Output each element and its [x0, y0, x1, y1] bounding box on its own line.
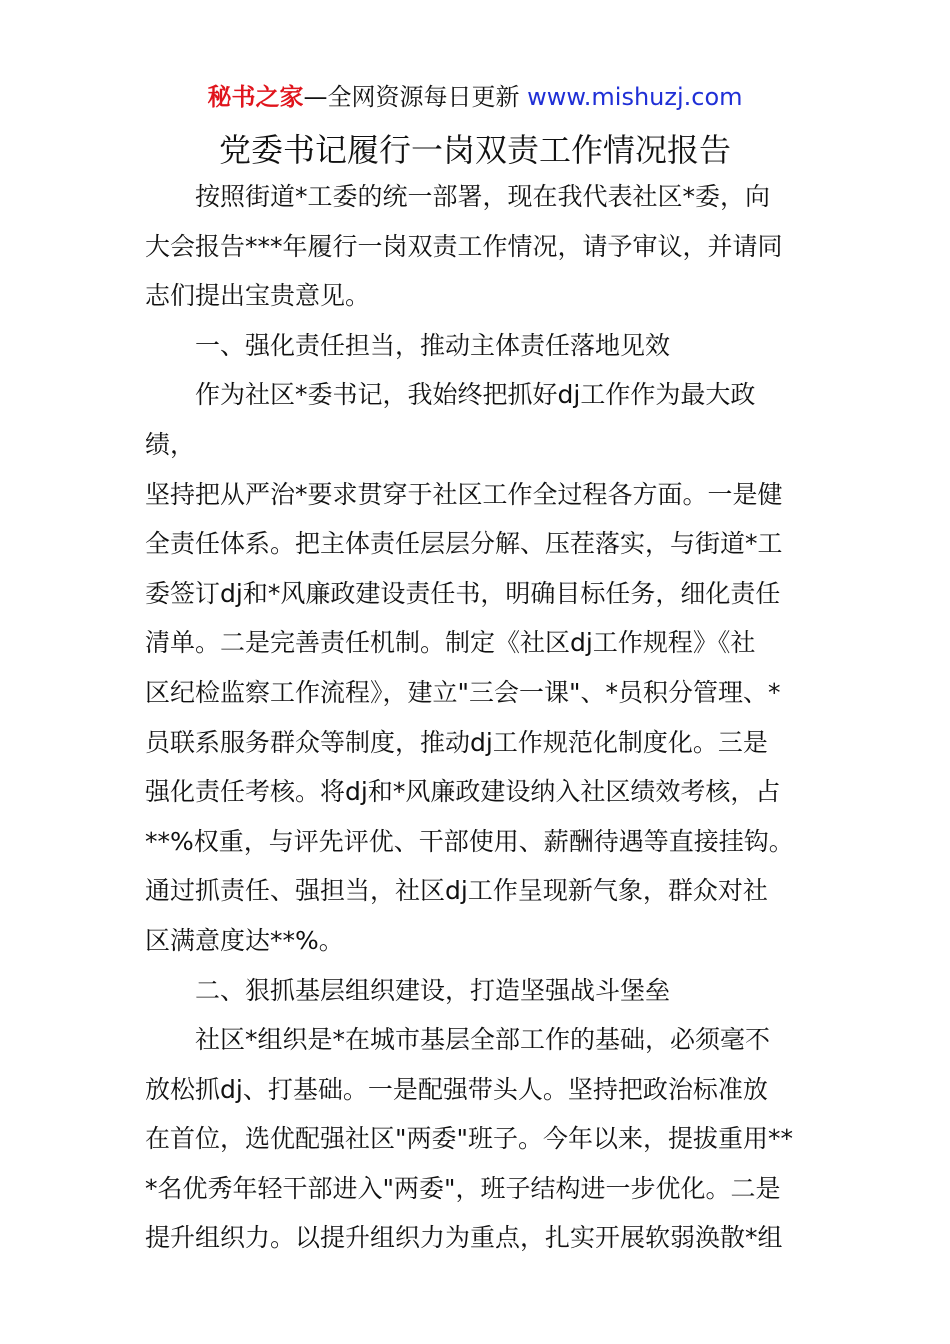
site-url-link[interactable]: www.mishuzj.com [527, 83, 743, 111]
intro-paragraph: 按照街道*工委的统一部署，现在我代表社区*委，向 大会报告***年履行一岗双责工作情况，请予审议，并请同 志们提出宝贵意见。 [145, 182, 783, 311]
document-body [145, 172, 805, 1263]
site-tagline: —全网资源每日更新 [303, 83, 520, 111]
section-1-paragraph: 作为社区*委书记，我始终把抓好dj工作作为最大政绩， 坚持把从严治*要求贯穿于社区工作全过程各方面。一是健 全责任体系。把主体责任层层分解、压茬落实，与街道*工 委签订dj和*风廉政建设责任书，明确目标任务，细化责任 清单。二是完善责任机制。制定《社区dj工作规程》《社 区纪检监察工作流程》，建立"三会一课"、*员积分管理、* 员联系服务群众等制度，推动dj工作规范化制度化。三是 强化责任考核。将dj和*风廉政建设纳入社区绩效考核，占 **%权重，与评先评优、干部使用、薪酬待遇等直接挂钩。 通过抓责任、强担当，社区dj工作呈现新气象，群众对社 区满意度达**%。 [145, 380, 794, 955]
section-heading-1: 一、强化责任担当，推动主体责任落地见效 [195, 330, 671, 360]
site-banner [0, 80, 950, 114]
site-brand-name: 秘书之家 [207, 83, 304, 111]
document-title: 党委书记履行一岗双责工作情况报告 [218, 131, 731, 169]
section-2-paragraph: 社区*组织是*在城市基层全部工作的基础，必须毫不 放松抓dj、打基础。一是配强带头人。坚持把政治标准放 在首位，选优配强社区"两委"班子。今年以来，提拔重用** *名优秀年轻干部进入"两委"，班子结构进一步优化。二是 提升组织力。以提升组织力为重点，扎实开展软弱涣散*组 [145, 1025, 794, 1253]
section-heading-2: 二、狠抓基层组织建设，打造坚强战斗堡垒 [195, 975, 671, 1005]
